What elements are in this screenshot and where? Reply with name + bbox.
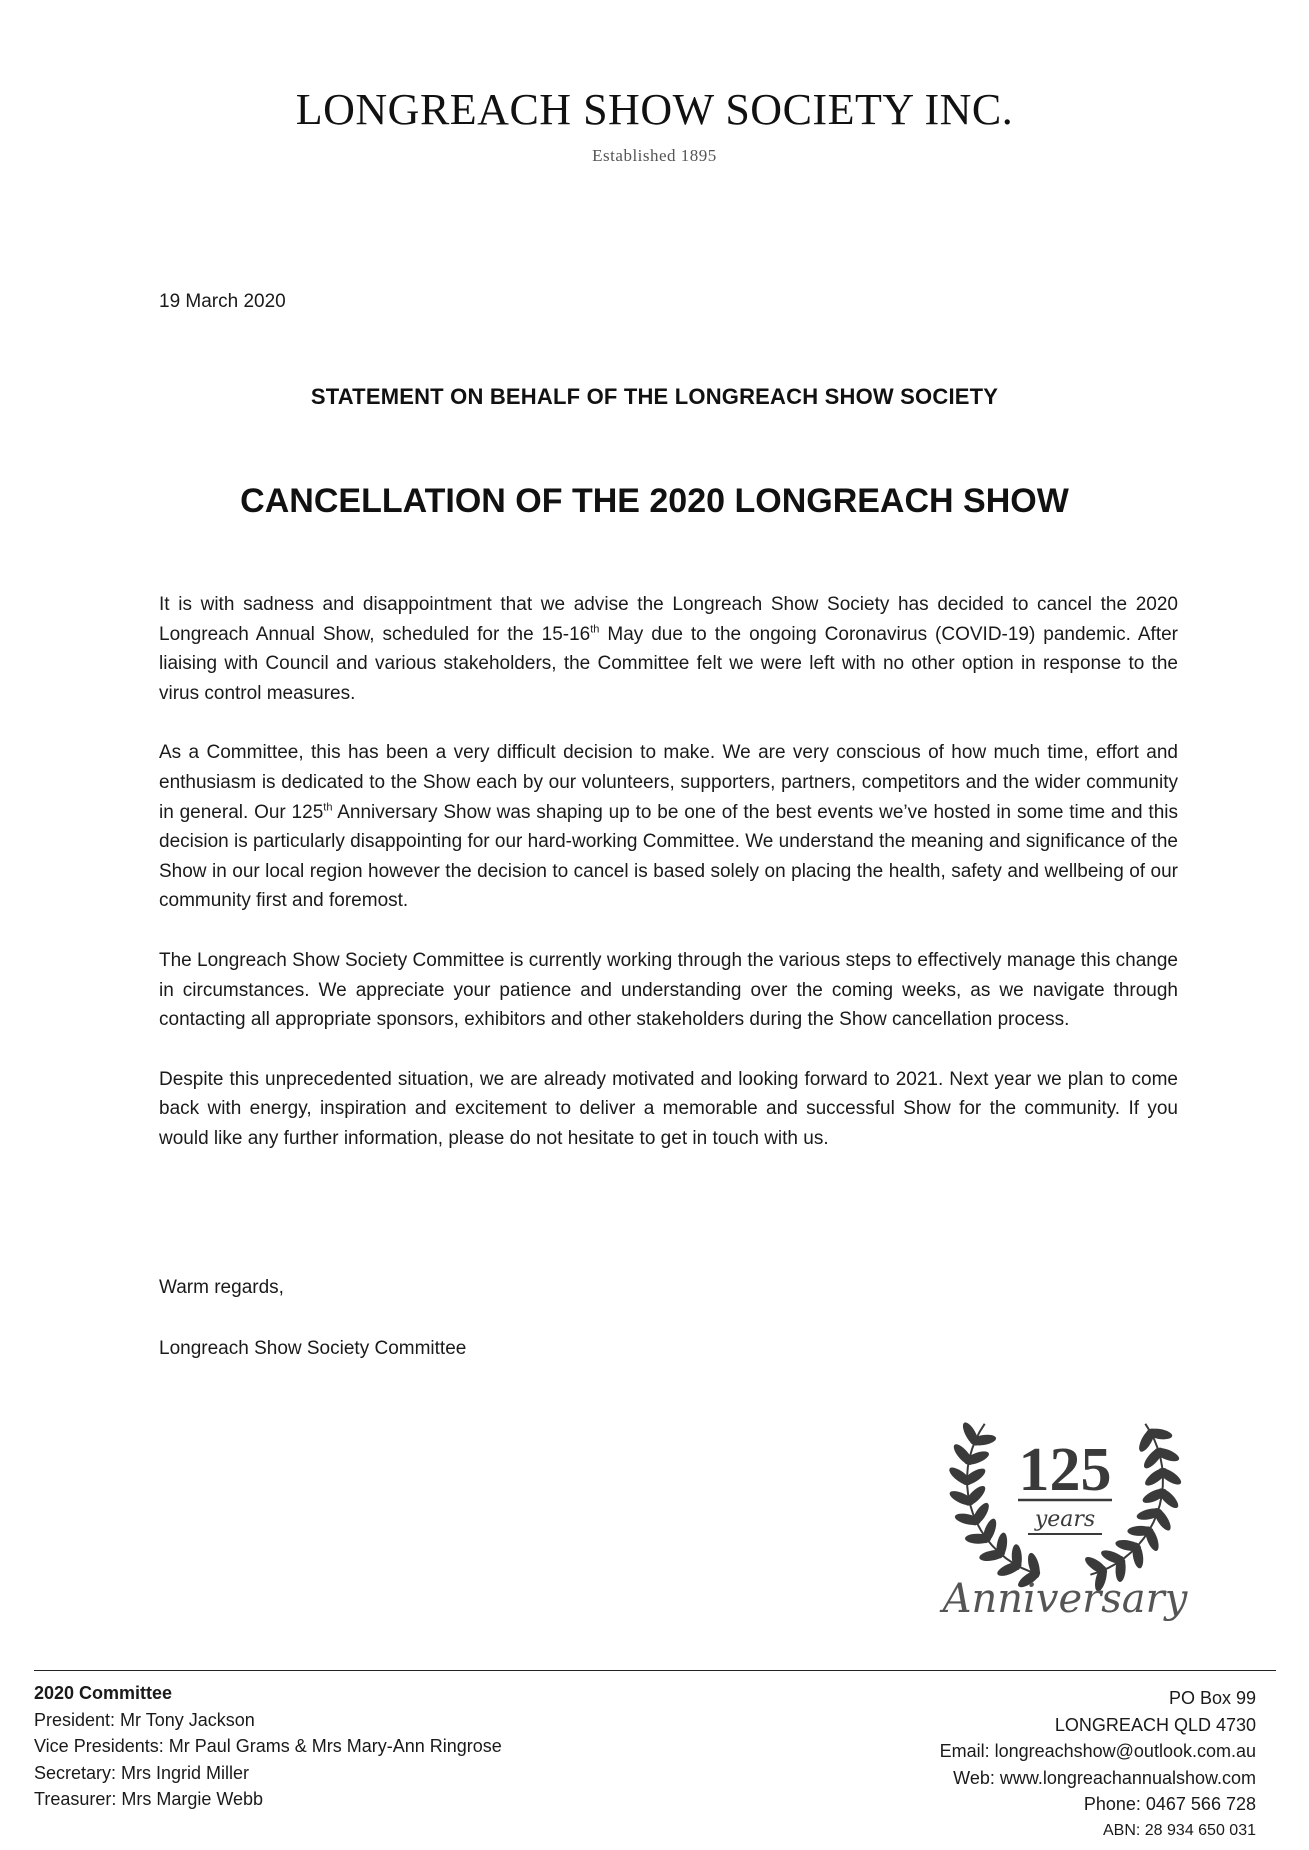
website: Web: www.longreachannualshow.com <box>953 1767 1256 1788</box>
closing: Warm regards, <box>159 1277 284 1298</box>
paragraph-1 <box>159 590 1178 708</box>
signature: Longreach Show Society Committee <box>159 1338 467 1359</box>
anniversary-logo <box>930 1368 1200 1638</box>
paragraph-3: The Longreach Show Society Committee is currently working through the various steps to effectively manage this change in circumstances. We appreciate your patience and understanding over the coming weeks, as we navigate through contacting all appropriate sponsors, exhibitors and other stakeholders during the Show cancellation process. <box>159 949 1178 1031</box>
logo-number: 125 <box>1018 1436 1112 1504</box>
letter-body <box>159 590 1178 1184</box>
paragraph-2-text-a: As a Committee, this has been a very difficult decision to make. We are very conscious of how much time, effort and enthusiasm is dedicated to the Show each by our volunteers, supporters, partners, competitors and the wider community in general. Our 125 <box>159 742 1178 823</box>
paragraph-1-text-a: It is with sadness and disappointment that we advise the Longreach Show Society has decided to cancel the 2020 Longreach Annual Show, scheduled for the 15-16 <box>159 594 1178 645</box>
logo-anniversary: Anniversary <box>942 1576 1188 1622</box>
contact-details <box>940 1685 1256 1844</box>
paragraph-4: Despite this unprecedented situation, we are already motivated and looking forward to 2021. Next year we plan to come back with energy, inspiration and excitement to deliver a memorable and successful Show for the community. If you would like any further information, please do not hesitate to get in touch with us. <box>159 1068 1178 1149</box>
ordinal-suffix: th <box>323 801 333 814</box>
committee-title: 2020 Committee <box>34 1683 173 1703</box>
letter-date: 19 March 2020 <box>159 291 286 312</box>
paragraph-2-text-b: Anniversary Show was shaping up to be one of the best events we’ve hosted in some time and this decision is particularly disappointing for our hard-working Committee. We understand the meaning and significance of the Show in our local region however the decision to cancel is based solely on placing the health, safety and wellbeing of our community first and foremost. <box>159 801 1178 912</box>
committee-president: President: Mr Tony Jackson <box>34 1709 255 1730</box>
email: Email: longreachshow@outlook.com.au <box>939 1741 1256 1761</box>
statement-heading: STATEMENT ON BEHALF OF THE LONGREACH SHOW SOCIETY <box>310 384 999 409</box>
org-name: LONGREACH SHOW SOCIETY INC. <box>295 85 1014 134</box>
committee-list <box>34 1680 502 1813</box>
committee-secretary: Secretary: Mrs Ingrid Miller <box>34 1762 250 1783</box>
phone: Phone: 0467 566 728 <box>1083 1794 1256 1814</box>
committee-treasurer: Treasurer: Mrs Margie Webb <box>34 1789 264 1809</box>
footer-divider <box>34 1670 1276 1671</box>
wreath-leaf <box>951 1442 976 1468</box>
committee-vice-presidents: Vice Presidents: Mr Paul Grams & Mrs Mary-Ann Ringrose <box>34 1736 502 1756</box>
org-established: Established 1895 <box>592 146 717 165</box>
logo-years: years <box>1034 1507 1096 1532</box>
abn: ABN: 28 934 650 031 <box>1102 1821 1256 1839</box>
paragraph-2 <box>159 738 1178 916</box>
main-title: CANCELLATION OF THE 2020 LONGREACH SHOW <box>240 482 1069 520</box>
paragraph-1-text-b: May due to the ongoing Coronavirus (COVID-19) pandemic. After liaising with Council and various stakeholders, the Committee felt we were left with no other option in response to the virus control measures. <box>159 623 1178 704</box>
ordinal-suffix: th <box>590 623 600 636</box>
po-box: PO Box 99 <box>1168 1688 1256 1708</box>
locality: LONGREACH QLD 4730 <box>1054 1714 1256 1735</box>
